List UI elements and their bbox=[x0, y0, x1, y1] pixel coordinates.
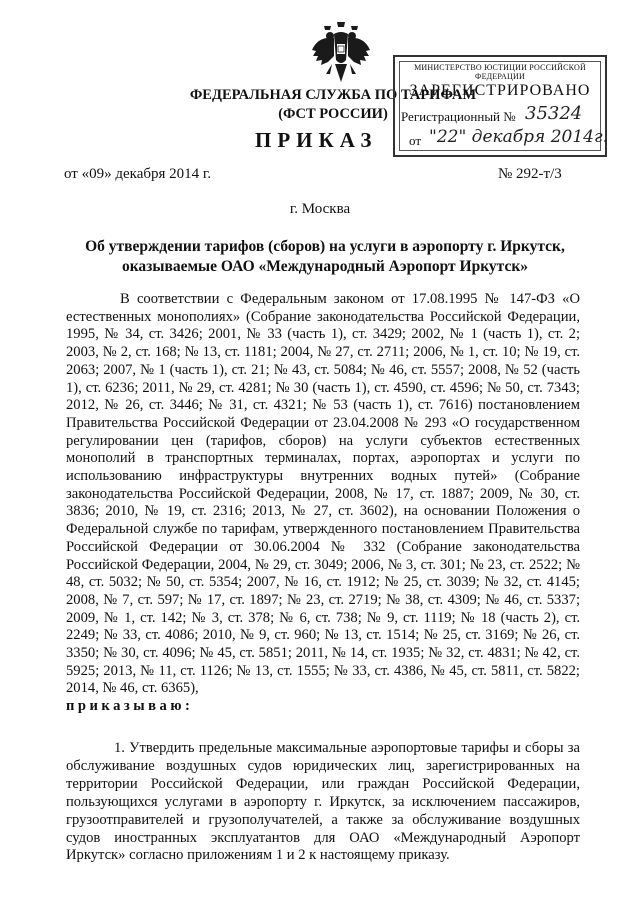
stamp-date: "22" декабря 2014г. bbox=[429, 127, 608, 147]
order-item-1-text: 1. Утвердить предельные максимальные аэропортовые тарифы и сборы за обслуживание воздушных судов юридических лиц, зарегистрированных на территории Российской Федерации, или граждан Российской Федерации, пользующихся услугами в аэропорту г. Иркутск, за исключением пассажиров, грузоотправителей и грузополучателей, а также за обслуживание воздушных судов иностранных эксплуатантов для ОАО «Международный Аэропорт Иркутск» согласно приложениям 1 и 2 к настоящему приказу. bbox=[66, 740, 580, 864]
document-title: ПРИКАЗ bbox=[255, 128, 378, 152]
stamp-ministry: МИНИСТЕРСТВО ЮСТИЦИИ РОССИЙСКОЙ ФЕДЕРАЦИИ bbox=[414, 63, 586, 81]
preamble-paragraph: В соответствии с Федеральным законом от 17.08.1995 № 147-ФЗ «О естественных монополиях» (Собрание законодательства Российской Федерации, 1995, № 34, ст. 3426; 2001, № 33 (часть 1), ст. 3429; 2002, № 1 (часть 1), ст. 2; 2003, № 2, ст. 168; № 13, ст. 1181; 2004, № 27, ст. 2711; 2006, № 1, ст. 10; № 19, ст. 2063; 2007, № 1 (часть 1), ст. 21; № 43, ст. 5084; № 46, ст. 5557; 2008, № 52 (часть 1), ст. 6236; 2011, № 29, ст. 4281; № 30 (часть 1), ст. 4590, ст. 4596; № 50, ст. 7343; 2012, № 26, ст. 3446; № 31, ст. 4321; № 53 (часть 1), ст. 7616) постановлением Правительства Российской Федерации от 23.04.2008 № 293 «О государственном регулировании цен (тарифов, сборов) на услуги субъектов естественных монополий в транспортных терминалах, портах, аэропортах и услуги по использованию инфраструктуры внутренних водных путей» (Собрание законодательства Российской Федерации, 2008, № 17, ст. 1887; 2009, № 30, ст. 3836; 2010, № 19, ст. 2316; 2013, № 27, ст. 3602), на основании Положения о Федеральной службе по тарифам, утвержденного постановлением Правительства Российской Федерации от 30.06.2004 № 332 (Собрание законодательства Российской Федерации, 2004, № 29, ст. 3049; 2006, № 3, ст. 301; № 23, ст. 2522; № 48, ст. 5032; № 50, ст. 5354; 2007, № 16, ст. 1912; № 25, ст. 3039; № 32, ст. 4145; 2008, № 7, ст. 597; № 17, ст. 1897; № 23, ст. 2719; № 38, ст. 4309; № 46, ст. 5337; 2009, № 1, ст. 142; № 3, ст. 378; № 6, ст. 738; № 9, ст. 1119; № 18 (часть 2), ст. 2249; № 33, ст. 4086; 2010, № 9, ст. 960; № 13, ст. 1514; № 25, ст. 3169; № 26, ст. 3350; № 30, ст. 4096; № 45, ст. 5851; 2011, № 14, ст. 1935; № 32, ст. 4831; № 42, ст. 5925; 2013, № 11, ст. 1126; № 13, ст. 1555; № 33, ст. 4386, № 45, ст. 5811, ст. 5822; 2014, № 46, ст. 6365), bbox=[66, 291, 580, 697]
coat-of-arms-emblem bbox=[310, 20, 372, 88]
organization-name: ФЕДЕРАЛЬНАЯ СЛУЖБА ПО ТАРИФАМ bbox=[189, 87, 477, 103]
stamp-reg-label: Регистрационный № bbox=[401, 109, 516, 124]
decree-word: приказываю: bbox=[66, 698, 194, 715]
heading-line-1: Об утверждении тарифов (сборов) на услуги в аэропорту г. Иркутск, bbox=[85, 238, 565, 255]
stamp-from-label: от bbox=[409, 133, 422, 148]
document-heading bbox=[70, 237, 580, 277]
order-item-1 bbox=[66, 740, 580, 865]
heading-line-2: оказываемые ОАО «Международный Аэропорт Иркутск» bbox=[121, 258, 529, 275]
stamp-reg-number: 35324 bbox=[525, 103, 583, 124]
stamp-title: ЗАРЕГИСТРИРОВАНО bbox=[409, 82, 591, 99]
organization-abbreviation: (ФСТ РОССИИ) bbox=[278, 106, 388, 122]
document-date: от «09» декабря 2014 г. bbox=[64, 166, 212, 182]
document-city: г. Москва bbox=[289, 201, 351, 217]
preamble bbox=[66, 291, 580, 716]
registration-stamp bbox=[393, 55, 607, 157]
document-number: № 292-т/3 bbox=[498, 166, 562, 182]
